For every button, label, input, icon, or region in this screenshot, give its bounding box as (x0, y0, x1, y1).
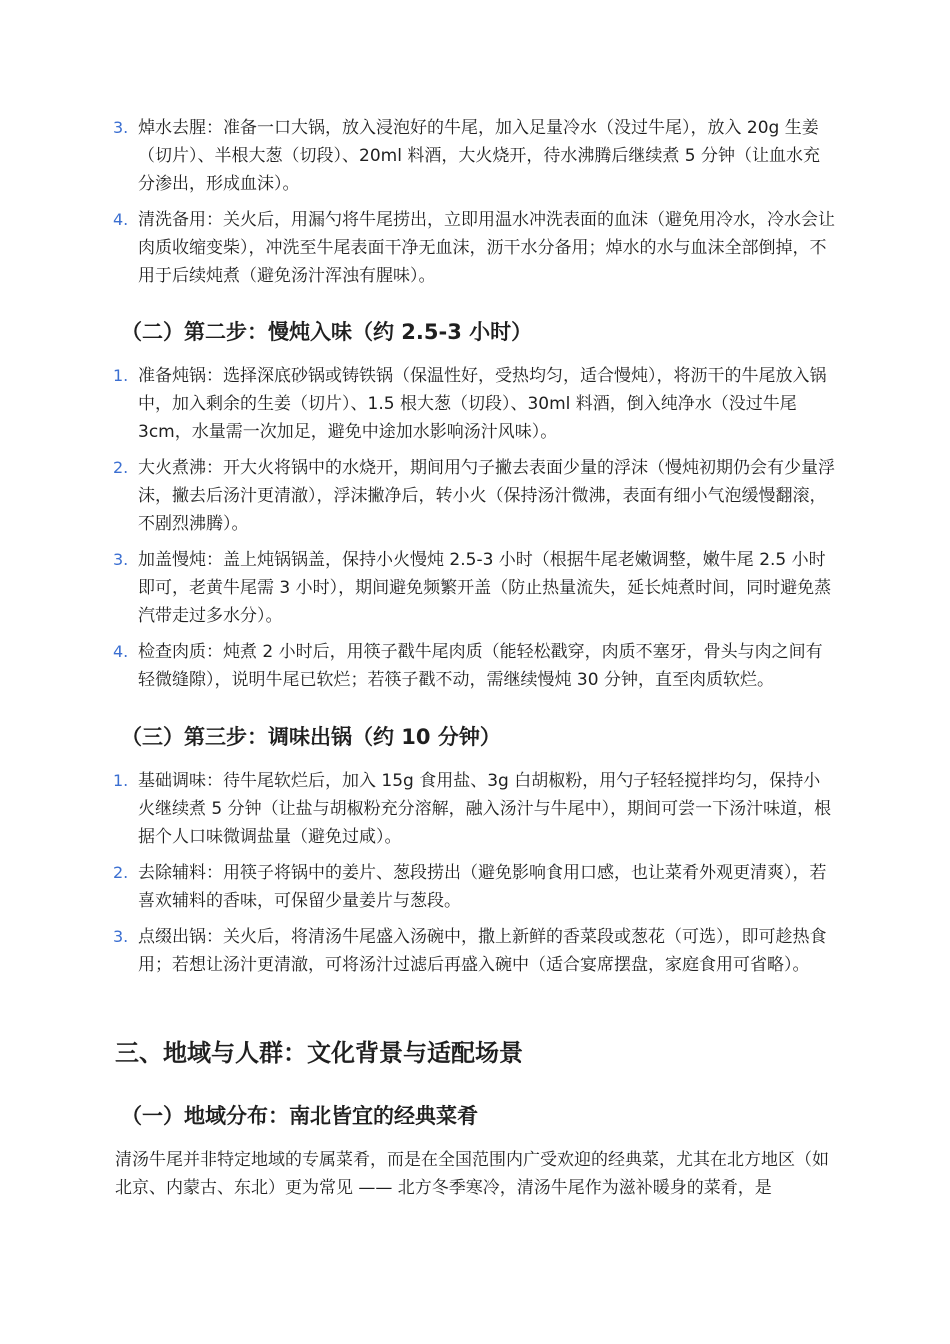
list-text: 点缀出锅：关火后，将清汤牛尾盛入汤碗中，撒上新鲜的香菜段或葱花（可选），即可趁热食用；若想让汤汁更清澈，可将汤汁过滤后再盛入碗中（适合宴席摆盘，家庭食用可省略）。 (138, 927, 827, 975)
list-text: 基础调味：待牛尾软烂后，加入 15g 食用盐、3g 白胡椒粉，用勺子轻轻搅拌均匀，保持小火继续煮 5 分钟（让盐与胡椒粉充分溶解，融入汤汁与牛尾中），期间可尝一下汤汁味道，根据个人口味微调盐量（避免过咸）。 (138, 771, 832, 847)
list-item (113, 362, 835, 446)
list-number: 4. (113, 642, 129, 661)
list-text: 加盖慢炖：盖上炖锅锅盖，保持小火慢炖 2.5-3 小时（根据牛尾老嫩调整，嫩牛尾 2.5 小时即可，老黄牛尾需 3 小时），期间避免频繁开盖（防止热量流失，延长炖煮时间，同时避免蒸汽带走过多水分）。 (138, 550, 832, 626)
list-text: 焯水去腥：准备一口大锅，放入浸泡好的牛尾，加入足量冷水（没过牛尾），放入 20g 生姜（切片）、半根大葱（切段）、20ml 料酒，大火烧开，待水沸腾后继续煮 5 分钟（让血水充分渗出，形成血沫）。 (138, 118, 820, 194)
section3-paragraph: 清汤牛尾并非特定地域的专属菜肴，而是在全国范围内广受欢迎的经典菜，尤其在北方地区（如北京、内蒙古、东北）更为常见 —— 北方冬季寒冷，清汤牛尾作为滋补暖身的菜肴，是 (115, 1150, 829, 1198)
list-item (113, 546, 835, 630)
list-number: 1. (113, 366, 129, 385)
list-item (113, 206, 835, 290)
list-item (113, 859, 835, 915)
list-number: 1. (113, 771, 129, 790)
section3-heading: 三、地域与人群：文化背景与适配场景 (115, 1039, 523, 1067)
step3-list (113, 767, 835, 979)
list-number: 3. (113, 550, 129, 569)
step2-list (113, 362, 835, 694)
list-item (113, 454, 835, 538)
step1-list-continued (113, 114, 835, 290)
list-text: 准备炖锅：选择深底砂锅或铸铁锅（保温性好，受热均匀，适合慢炖），将沥干的牛尾放入锅中，加入剩余的生姜（切片）、1.5 根大葱（切段）、30ml 料酒，倒入纯净水（没过牛尾 3cm，水量需一次加足，避免中途加水影响汤汁风味）。 (138, 366, 827, 442)
list-item (113, 114, 835, 198)
list-number: 4. (113, 210, 129, 229)
list-item (113, 767, 835, 851)
list-number: 2. (113, 458, 129, 477)
list-number: 3. (113, 118, 129, 137)
list-item (113, 638, 835, 694)
list-text: 清洗备用：关火后，用漏勺将牛尾捞出，立即用温水冲洗表面的血沫（避免用冷水，冷水会让肉质收缩变柴），冲洗至牛尾表面干净无血沫，沥干水分备用；焯水的水与血沫全部倒掉，不用于后续炖煮（避免汤汁浑浊有腥味）。 (138, 210, 835, 286)
list-number: 2. (113, 863, 129, 882)
list-text: 检查肉质：炖煮 2 小时后，用筷子戳牛尾肉质（能轻松戳穿，肉质不塞牙，骨头与肉之间有轻微缝隙），说明牛尾已软烂；若筷子戳不动，需继续慢炖 30 分钟，直至肉质软烂。 (138, 642, 823, 690)
list-number: 3. (113, 927, 129, 946)
step3-heading: （三）第三步：调味出锅（约 10 分钟） (121, 725, 501, 749)
step2-heading: （二）第二步：慢炖入味（约 2.5-3 小时） (121, 320, 533, 344)
list-item (113, 923, 835, 979)
list-text: 去除辅料：用筷子将锅中的姜片、葱段捞出（避免影响食用口感，也让菜肴外观更清爽），若喜欢辅料的香味，可保留少量姜片与葱段。 (138, 863, 827, 911)
list-text: 大火煮沸：开大火将锅中的水烧开，期间用勺子撇去表面少量的浮沫（慢炖初期仍会有少量浮沫，撇去后汤汁更清澈），浮沫撇净后，转小火（保持汤汁微沸，表面有细小气泡缓慢翻滚，不剧烈沸腾）。 (138, 458, 835, 534)
section3-subheading: （一）地域分布：南北皆宜的经典菜肴 (121, 1104, 478, 1128)
